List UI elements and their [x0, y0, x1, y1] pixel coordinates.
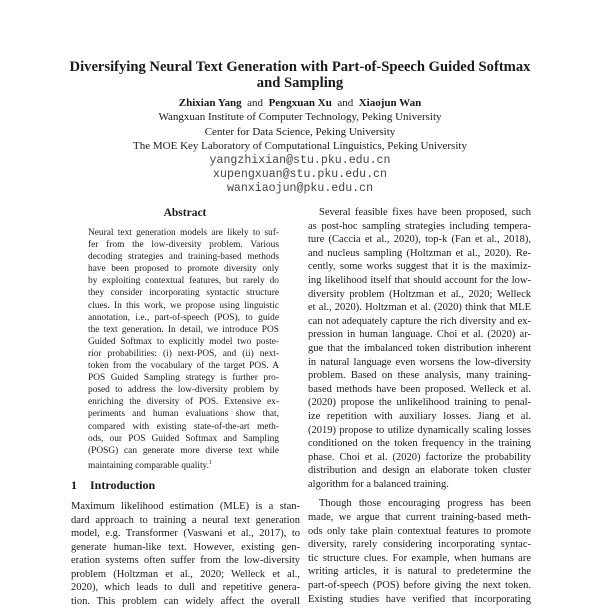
text-line: [308, 342, 531, 356]
text-line-content: ods only take plain contextual features to promote: [308, 525, 531, 537]
text-line: [88, 433, 279, 445]
text-line: [308, 464, 531, 478]
text-line-content: (POSG) can generate more diverse text while: [88, 445, 279, 456]
text-line: [308, 538, 531, 552]
text-line-content: by exploiting contextual features, but rarely do: [88, 276, 279, 287]
text-line-content: problem. Based on these analysis, many training-: [308, 370, 531, 382]
text-line-content: Existing studies have verified that incorporating: [308, 593, 531, 605]
text-line-content: tion. This problem can widely affect the overall: [71, 595, 300, 607]
affiliation: Center for Data Science, Peking University: [204, 125, 396, 138]
text-line: [88, 396, 279, 408]
text-line: [88, 372, 279, 384]
text-line: [308, 511, 531, 525]
text-line: [71, 581, 300, 595]
text-line-content: gue that the imbalanced token distribution inherent: [308, 342, 531, 354]
text-line-content: ing likelihood itself that should account for the low-: [308, 274, 531, 286]
text-line: [88, 457, 279, 472]
text-line: [308, 328, 531, 342]
text-line-content: can not adequately capture the rich diversity and ex-: [308, 315, 531, 327]
paragraph: [308, 497, 531, 606]
text-line: [71, 500, 300, 514]
text-line-content: enriching the diversity of POS. Extensive ex-: [88, 397, 279, 408]
text-line-content: (2020) propose the unlikelihood training to penal-: [308, 397, 531, 409]
title-line: and Sampling: [256, 75, 344, 91]
text-line-content: in natural language even worsens the low-diversity: [308, 356, 531, 368]
text-line-content: 2020), which leads to dull and repetitive genera-: [71, 582, 300, 593]
text-line: [308, 552, 531, 566]
text-line-content: problem (Holtzman et al., 2020; Welleck et al.,: [71, 568, 300, 580]
text-line: [308, 260, 531, 274]
section-title: Introduction: [90, 478, 156, 492]
text-line: [88, 445, 279, 457]
text-line: [308, 206, 531, 220]
text-line-content: clues. In this work, we propose using linguistic: [88, 300, 279, 311]
text-line: [88, 348, 279, 360]
text-line: [308, 247, 531, 261]
text-line-content: and nucleus sampling (Holtzman et al., 2020). Re-: [308, 247, 531, 259]
text-line-content: periments and human evaluations show that,: [88, 409, 279, 420]
text-line-content: conditioned on the token frequency in the training: [308, 438, 531, 450]
text-line: [71, 514, 300, 528]
text-line-content: phase. Choi et al. (2020) factorize the probability: [308, 451, 531, 463]
text-line-content: compared with existing state-of-the-art meth-: [88, 421, 279, 432]
text-line: [308, 220, 531, 234]
paper-title: [0, 59, 600, 91]
text-line: [71, 595, 300, 609]
author-separator: and: [337, 97, 354, 109]
text-line: [308, 451, 531, 465]
abstract-heading: Abstract: [163, 207, 207, 219]
text-line-content: decoding strategies and training-based methods: [88, 252, 279, 263]
text-line: [308, 301, 531, 315]
text-line: [71, 554, 300, 568]
text-line: [308, 233, 531, 247]
text-line: [308, 565, 531, 579]
right-column-body: [308, 206, 531, 612]
affiliation: Wangxuan Institute of Computer Technology, Peking University: [158, 111, 442, 123]
text-line-content: Though those encouraging progress has been: [319, 498, 531, 510]
text-line-content: Neural text generation models are likely to suf-: [88, 228, 279, 238]
text-line: [88, 227, 279, 239]
text-line-content: ize repetition with auxiliary losses. Jiang et al.: [308, 410, 531, 422]
section-number: 1: [71, 478, 77, 492]
text-line-content: maintaining comparable quality.: [88, 460, 209, 471]
text-line-content: fer from the low-diversity problem. Various: [88, 240, 279, 251]
text-line: [308, 579, 531, 593]
text-line: [88, 239, 279, 251]
paragraph: [308, 206, 531, 491]
text-line: [308, 288, 531, 302]
text-line-content: rior probabilities: (i) next-POS, and (ii) next-: [88, 348, 279, 359]
text-line-content: algorithm for a balanced training.: [308, 478, 449, 490]
text-line: [308, 593, 531, 607]
author-email: yangzhixian@stu.pku.edu.cn: [209, 153, 391, 167]
text-line-content: pression in human language. Choi et al. (2020) ar-: [308, 329, 531, 341]
text-line: [88, 287, 279, 299]
text-line-content: POS Guided Sampling strategy is further pro-: [88, 373, 279, 384]
text-line-content: writing articles, it is natural to predetermine the: [308, 566, 531, 578]
author-block: [0, 96, 600, 196]
text-line: [88, 251, 279, 263]
footnote-marker[interactable]: 1: [208, 459, 212, 466]
text-line: [308, 274, 531, 288]
text-line: [308, 383, 531, 397]
text-line-content: annotation, i.e., part-of-speech (POS), to guide: [88, 312, 279, 323]
text-line-content: distribution and design an elaborate token cluster: [308, 465, 531, 477]
text-line: [88, 312, 279, 324]
text-line: [308, 424, 531, 438]
text-line: [308, 369, 531, 383]
text-line-content: diversity, rarely considering incorporating syntac-: [308, 539, 531, 551]
text-line-content: made, we argue that current training-based meth-: [308, 512, 531, 524]
text-line: [71, 568, 300, 582]
text-line: [88, 300, 279, 312]
text-line-content: as post-hoc sampling strategies including tempera-: [308, 220, 531, 232]
author-name: Zhixian Yang: [178, 97, 242, 109]
text-line-content: eration systems often suffer from the low-diversity: [71, 555, 300, 566]
text-line-content: Several feasible fixes have been proposed, such: [319, 207, 531, 218]
text-line: [308, 396, 531, 410]
abstract-body: [88, 227, 279, 478]
text-line: [308, 356, 531, 370]
text-line-content: Guided Softmax to explicitly model two poste-: [88, 336, 279, 347]
text-line-content: ture (Caccia et al., 2020), top-k (Fan et al., 2018),: [308, 234, 531, 246]
text-line: [308, 437, 531, 451]
text-line-content: token from the vocabulary of the target POS. A: [88, 361, 279, 372]
text-line: [308, 315, 531, 329]
author-names: [0, 96, 600, 110]
text-line-content: dard approach to training a neural text generation: [71, 514, 300, 526]
text-line: [88, 324, 279, 336]
author-name: Pengxuan Xu: [268, 97, 332, 109]
text-line: [88, 275, 279, 287]
title-line: Diversifying Neural Text Generation with Part-of-Speech Guided Softmax: [69, 59, 531, 75]
section-heading-introduction: [71, 477, 155, 493]
text-line: [88, 421, 279, 433]
affiliation: The MOE Key Laboratory of Computational Linguistics, Peking University: [133, 140, 467, 152]
text-line: [308, 497, 531, 511]
paragraph: [88, 227, 279, 472]
text-line-content: they consider incorporating syntactic structure: [88, 288, 279, 299]
author-name: Xiaojun Wan: [358, 97, 422, 109]
text-line-content: ods, our POS Guided Softmax and Sampling: [88, 433, 279, 444]
text-line-content: posed to address the low-diversity problem by: [88, 385, 279, 396]
text-line: [71, 541, 300, 555]
text-line: [88, 360, 279, 372]
text-line: [71, 527, 300, 541]
text-line-content: part-of-speech (POS) before giving the next token.: [308, 580, 531, 592]
text-line: [88, 408, 279, 420]
author-separator: and: [247, 97, 264, 109]
text-line-content: model, e.g. Transformer (Vaswani et al., 2017), to: [71, 528, 300, 539]
author-email: xupengxuan@stu.pku.edu.cn: [213, 167, 387, 181]
author-email: wanxiaojun@pku.edu.cn: [226, 182, 374, 196]
paragraph: [71, 500, 300, 608]
text-line-content: have been proposed to promote diversity only: [88, 264, 279, 275]
text-line-content: Maximum likelihood estimation (MLE) is a stan-: [71, 501, 300, 512]
text-line-content: diversity problem (Holtzman et al., 2020; Welleck: [308, 288, 531, 300]
text-line: [308, 410, 531, 424]
text-line-content: generate human-like text. However, existing gen-: [71, 541, 300, 553]
text-line: [308, 525, 531, 539]
text-line-content: cently, some works suggest that it is the maximiz-: [308, 261, 531, 273]
introduction-body: [71, 500, 300, 614]
text-line: [88, 336, 279, 348]
text-line-content: et al., 2020). Holtzman et al. (2020) think that MLE: [308, 302, 531, 314]
text-line-content: tic structure clues. For example, when humans are: [308, 552, 531, 564]
text-line: [308, 478, 531, 492]
text-line: [88, 263, 279, 275]
text-line-content: the text generation. In detail, we introduce POS: [88, 324, 279, 335]
text-line-content: based methods have been proposed. Welleck et al.: [308, 383, 531, 395]
text-line-content: (2019) propose to utilize dynamically scaling losses: [308, 424, 531, 436]
text-line: [88, 384, 279, 396]
